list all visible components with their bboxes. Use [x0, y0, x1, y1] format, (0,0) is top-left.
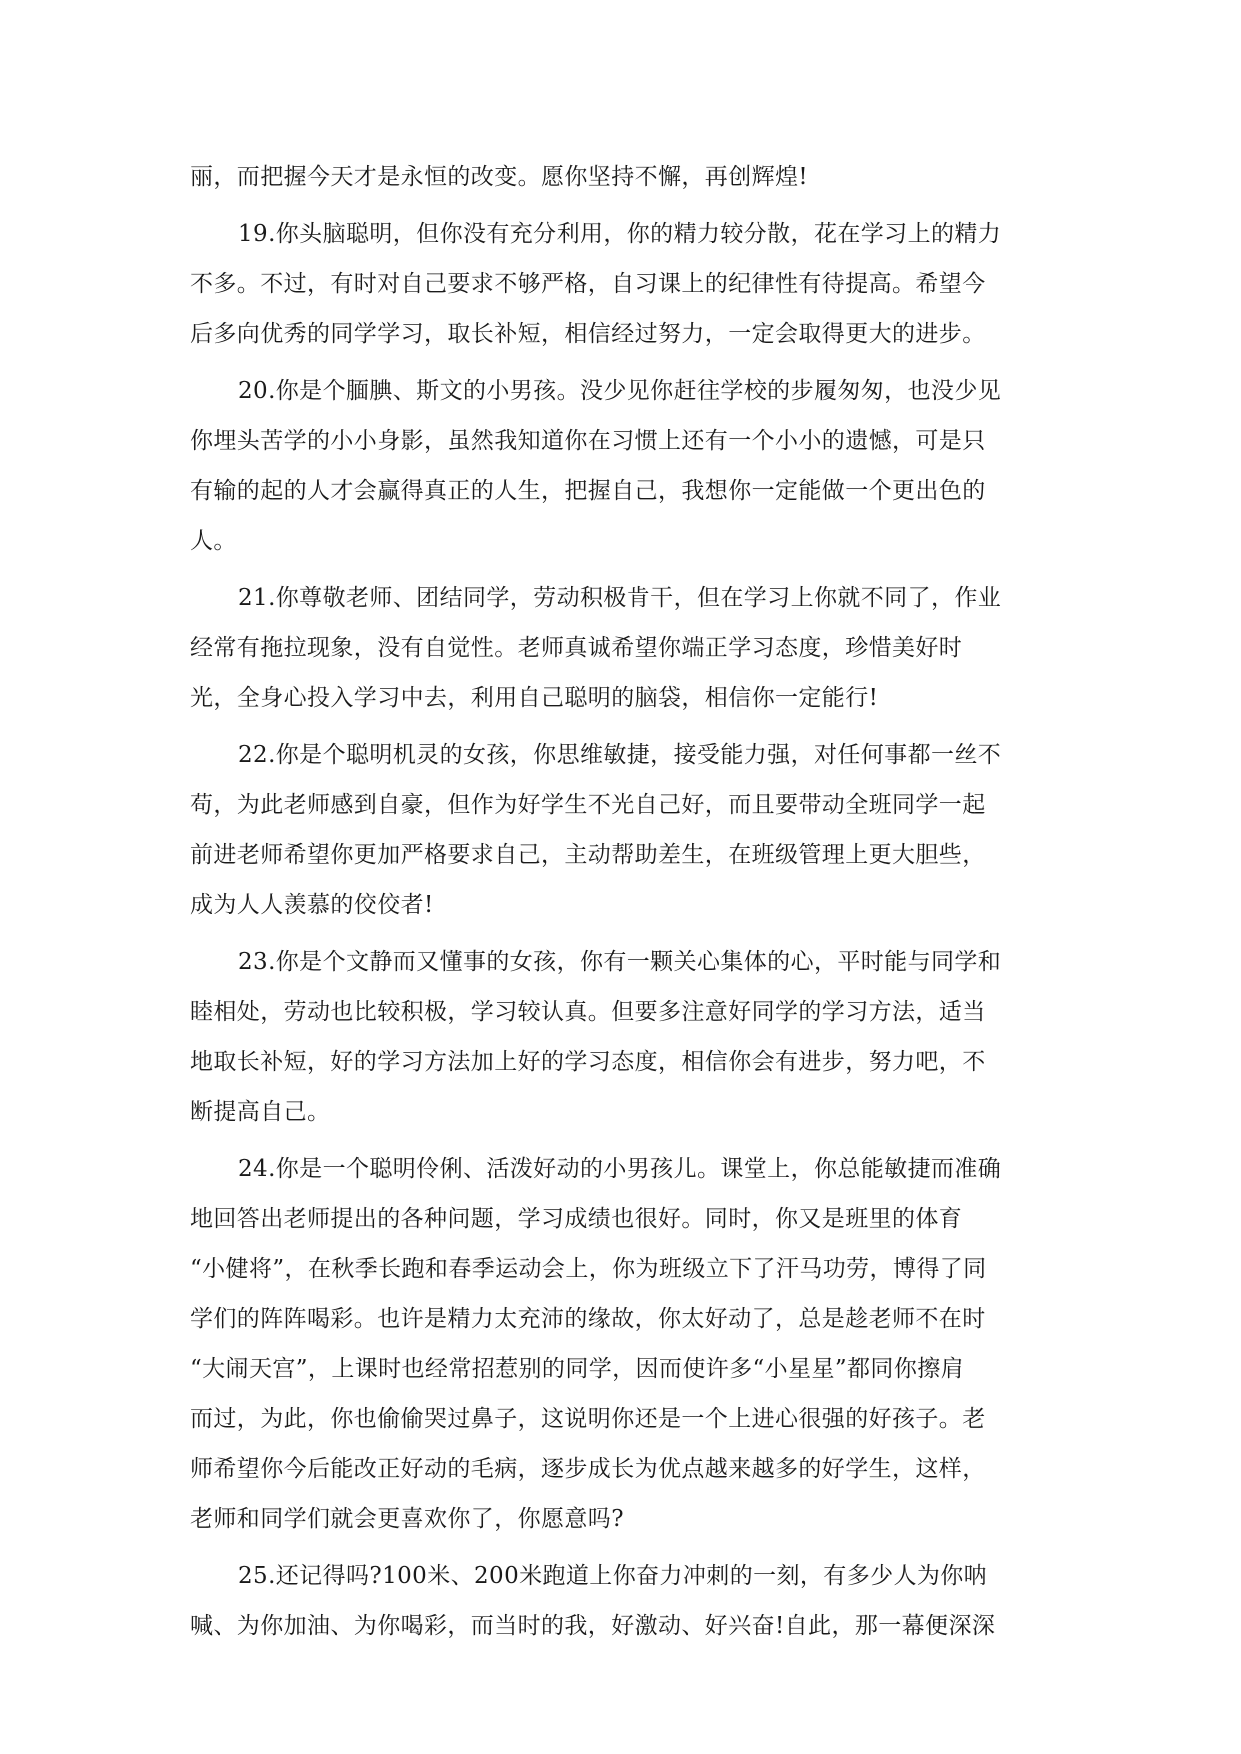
paragraph-line: 苟，为此老师感到自豪，但作为好学生不光自己好，而且要带动全班同学一起: [190, 792, 986, 818]
paragraph-20: [190, 366, 1060, 566]
paragraph-line: “小健将”，在秋季长跑和春季运动会上，你为班级立下了汗马功劳，博得了同: [190, 1256, 987, 1282]
paragraph-line: 23.你是个文静而又懂事的女孩，你有一颗关心集体的心，平时能与同学和: [238, 949, 1002, 975]
paragraph-21: [190, 573, 1060, 723]
paragraph-22: [190, 730, 1060, 930]
paragraph-25: [190, 1551, 1060, 1651]
paragraph-line: 老师和同学们就会更喜欢你了，你愿意吗?: [190, 1506, 624, 1532]
paragraph-line: 断提高自己。: [190, 1099, 331, 1125]
paragraph-line: 学们的阵阵喝彩。也许是精力太充沛的缘故，你太好动了，总是趁老师不在时: [190, 1306, 986, 1332]
paragraph-line: 经常有拖拉现象，没有自觉性。老师真诚希望你端正学习态度，珍惜美好时: [190, 635, 963, 661]
paragraph-line: 人。: [190, 528, 237, 554]
paragraph-line: 有输的起的人才会赢得真正的人生，把握自己，我想你一定能做一个更出色的: [190, 478, 986, 504]
paragraph-line: 21.你尊敬老师、团结同学，劳动积极肯干，但在学习上你就不同了，作业: [238, 585, 1002, 611]
paragraph-line: 你埋头苦学的小小身影，虽然我知道你在习惯上还有一个小小的遗憾，可是只: [190, 428, 986, 454]
paragraph-24: [190, 1144, 1060, 1544]
paragraph-line: 睦相处，劳动也比较积极，学习较认真。但要多注意好同学的学习方法，适当: [190, 999, 986, 1025]
paragraph-line: 成为人人羡慕的佼佼者!: [190, 892, 434, 918]
paragraph-line: 不多。不过，有时对自己要求不够严格，自习课上的纪律性有待提高。希望今: [190, 271, 986, 297]
paragraph-line: 喊、为你加油、为你喝彩，而当时的我，好激动、好兴奋!自此，那一幕便深深: [190, 1613, 996, 1639]
paragraph-line: 地回答出老师提出的各种问题，学习成绩也很好。同时，你又是班里的体育: [190, 1206, 963, 1232]
document-body: [190, 152, 1060, 1651]
paragraph-18-continued: [190, 152, 1060, 202]
paragraph-line: 师希望你今后能改正好动的毛病，逐步成长为优点越来越多的好学生，这样，: [190, 1456, 986, 1482]
paragraph-line: 光，全身心投入学习中去，利用自己聪明的脑袋，相信你一定能行!: [190, 685, 879, 711]
paragraph-line: 而过，为此，你也偷偷哭过鼻子，这说明你还是一个上进心很强的好孩子。老: [190, 1406, 986, 1432]
paragraph-line: 丽，而把握今天才是永恒的改变。愿你坚持不懈，再创辉煌!: [190, 164, 809, 190]
paragraph-line: “大闹天宫”，上课时也经常招惹别的同学，因而使许多“小星星”都同你擦肩: [190, 1356, 965, 1382]
paragraph-line: 24.你是一个聪明伶俐、活泼好动的小男孩儿。课堂上，你总能敏捷而准确: [238, 1156, 1002, 1182]
paragraph-line: 25.还记得吗?100米、200米跑道上你奋力冲刺的一刻，有多少人为你呐: [238, 1563, 988, 1589]
paragraph-line: 地取长补短，好的学习方法加上好的学习态度，相信你会有进步，努力吧，不: [190, 1049, 986, 1075]
paragraph-23: [190, 937, 1060, 1137]
paragraph-line: 前进老师希望你更加严格要求自己，主动帮助差生，在班级管理上更大胆些，: [190, 842, 986, 868]
paragraph-line: 22.你是个聪明机灵的女孩，你思维敏捷，接受能力强，对任何事都一丝不: [238, 742, 1002, 768]
paragraph-line: 19.你头脑聪明，但你没有充分利用，你的精力较分散，花在学习上的精力: [238, 221, 1002, 247]
paragraph-19: [190, 209, 1060, 359]
paragraph-line: 20.你是个腼腆、斯文的小男孩。没少见你赶往学校的步履匆匆，也没少见: [238, 378, 1002, 404]
paragraph-line: 后多向优秀的同学学习，取长补短，相信经过努力，一定会取得更大的进步。: [190, 321, 986, 347]
